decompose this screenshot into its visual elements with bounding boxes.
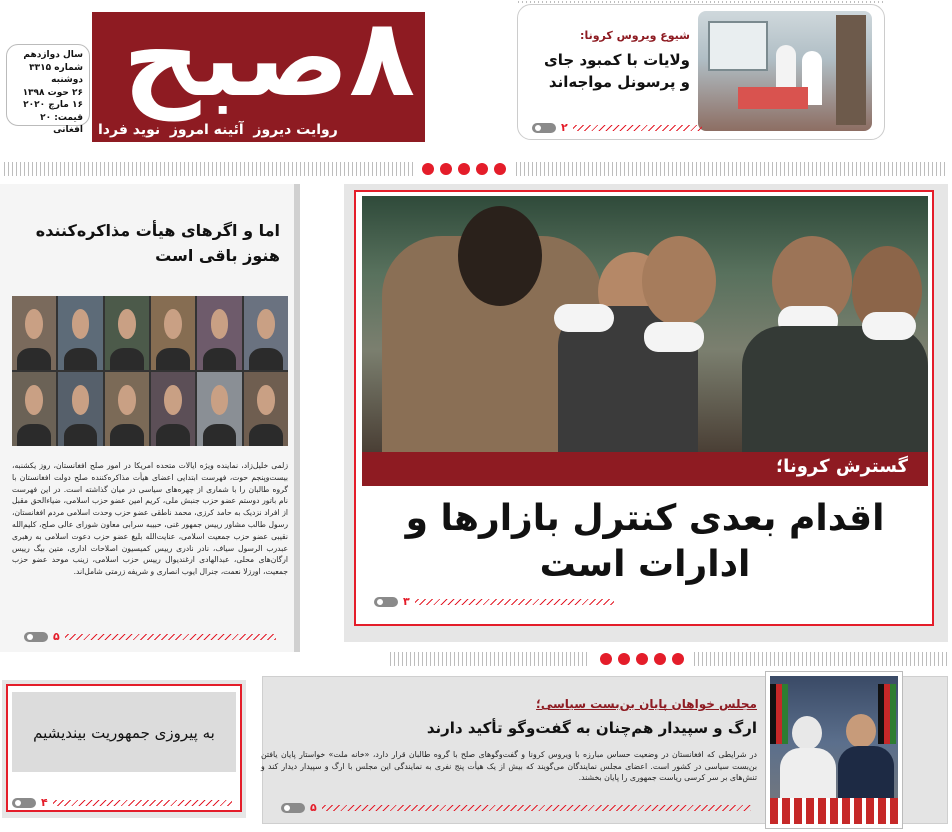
portrait: [244, 372, 288, 446]
separator-hatch-right: [516, 162, 948, 176]
page-pill-icon: [374, 597, 398, 607]
top-story-box[interactable]: [517, 4, 885, 140]
bottom-right-photo[interactable]: [766, 672, 902, 828]
separator-hatch-right: [694, 652, 948, 666]
portrait: [58, 372, 102, 446]
portrait: [244, 296, 288, 370]
bottom-left-headline: به پیروزی جمهوریت بیندیشیم: [12, 692, 236, 772]
page-ref-2[interactable]: ۲: [532, 121, 702, 134]
left-story-box[interactable]: [0, 184, 300, 652]
negotiators-photo-grid[interactable]: [12, 296, 288, 446]
masthead-info: [6, 44, 90, 135]
price: قیمت: ۲۰ افغانی: [40, 112, 83, 135]
main-story-kicker-band: [362, 452, 928, 486]
gregorian-date: ۱۶ مارچ ۲۰۲۰: [23, 100, 83, 110]
logo-tagline: روایت دیروز آئینه امروز نوید فردا: [98, 122, 338, 138]
volume: سال دوازدهم: [23, 50, 83, 60]
separator-hatch-left: [4, 162, 414, 176]
page-ref-4[interactable]: ۴: [12, 796, 232, 809]
left-story-headline: اما و اگرهای هیأت مذاکره‌کننده هنوز باقی است: [35, 221, 280, 265]
bottom-right-body: در شرایطی که افغانستان در وضعیت حساس مبارزه با ویروس کرونا و گفت‌وگوهای صلح با گروه طالبان قرار دارد، «خانه ملت» خواستار پایان یافتن بن‌بست سیاسی در کشور است. اعضای مجلس نمایندگان می‌گویند که بیش از یک هیأت پنج نفری به نمایندگی این مجلس با ارگ و سپیدار دیدار کند و تنش‌های بر سر کرسی ریاست جمهوری را پایان بخشند.: [261, 750, 757, 782]
portrait: [197, 296, 241, 370]
separator-dots: [422, 163, 506, 175]
page-pill-icon: [12, 798, 36, 808]
main-story-box[interactable]: [344, 184, 948, 642]
portrait: [151, 296, 195, 370]
bottom-right-kicker: مجلس خواهان پایان بن‌بست سیاسی؛: [536, 697, 757, 711]
page-pill-icon: [281, 803, 305, 813]
page-ref-5b[interactable]: ۵: [281, 801, 751, 814]
main-story-kicker: گسترش کرونا؛: [775, 456, 908, 477]
page-pill-icon: [532, 123, 556, 133]
masthead-logo[interactable]: [92, 12, 425, 142]
top-story-kicker: شیوع ویروس کرونا:: [580, 29, 690, 42]
portrait: [151, 372, 195, 446]
top-story-photo[interactable]: [698, 11, 872, 131]
portrait: [12, 296, 56, 370]
logo-wordmark: ۸صبح: [122, 12, 415, 121]
portrait: [105, 296, 149, 370]
zigzag-rule: [322, 805, 751, 811]
zigzag-rule: [53, 800, 232, 806]
separator-hatch-left: [390, 652, 590, 666]
solar-date: ۲۶ حوت ۱۳۹۸: [22, 87, 83, 98]
page-ref-5a[interactable]: ۵: [24, 630, 276, 643]
left-story-body: زلمی خلیل‌زاد، نماینده ویژه ایالات متحده امریکا در امور صلح افغانستان، روز یکشنبه، بیست‌وپنجم حوت، فهرست ابتدایی اعضای هیأت مذاکره‌کننده صلح دولت افغانستان با گروه طالبان را با شماری از چهره‌های سیاسی در میان گذاشته است. در این فهرست نام باتور دوستم عضو حزب جنبش ملی، کریم امین عضو حزب اسلامی، ضیاءالحق مقبل از افراد نزدیک به حامد کرزی، محمد ناطقی عضو حزب وحدت اسلامی مردم افغانستان، رسول طالب مشاور رییس جمهور غنی، حبیبه سرابی معاون شورای عالی صلح، کلیم‌الله نقیبی عضو حزب جمعیت اسلامی، عنایت‌الله بلیغ عضو حزب دعوت اسلامی به رهبری عبدرب الرسول سیاف، نادر نادری رییس کمیسیون اصلاحات اداری، متین بیگ رییس ارگان‌های محلی، عبدالهادی ارغندیوال رییس حزب اسلامی، زینب موحد عضو حزب جمعیت، اورزلا نعمت، جنرال ایوب انصاری و شریفه زرمتی شامل‌اند.: [12, 461, 288, 577]
hatch-divider: [518, 1, 884, 3]
zigzag-rule: [415, 599, 614, 605]
bottom-left-box[interactable]: [2, 680, 246, 818]
page-ref-3[interactable]: ۳: [374, 595, 614, 608]
page-pill-icon: [24, 632, 48, 642]
portrait: [12, 372, 56, 446]
portrait: [105, 372, 149, 446]
bottom-right-headline: ارگ و سپیدار هم‌چنان به گفت‌وگو تأکید دارند: [426, 719, 757, 737]
zigzag-rule: [573, 125, 702, 131]
top-story-headline: ولایات با کمبود جای و پرسونل مواجه‌اند: [544, 51, 690, 91]
zigzag-rule: [65, 634, 276, 640]
issue-number: شماره ۳۳۱۵: [29, 62, 83, 73]
main-story-headline: اقدام بعدی کنترل بازارها و ادارات است: [405, 498, 885, 585]
separator-dots: [600, 653, 684, 665]
weekday: دوشنبه: [51, 75, 83, 85]
portrait: [58, 296, 102, 370]
main-story-photo[interactable]: [362, 196, 928, 452]
portrait: [197, 372, 241, 446]
